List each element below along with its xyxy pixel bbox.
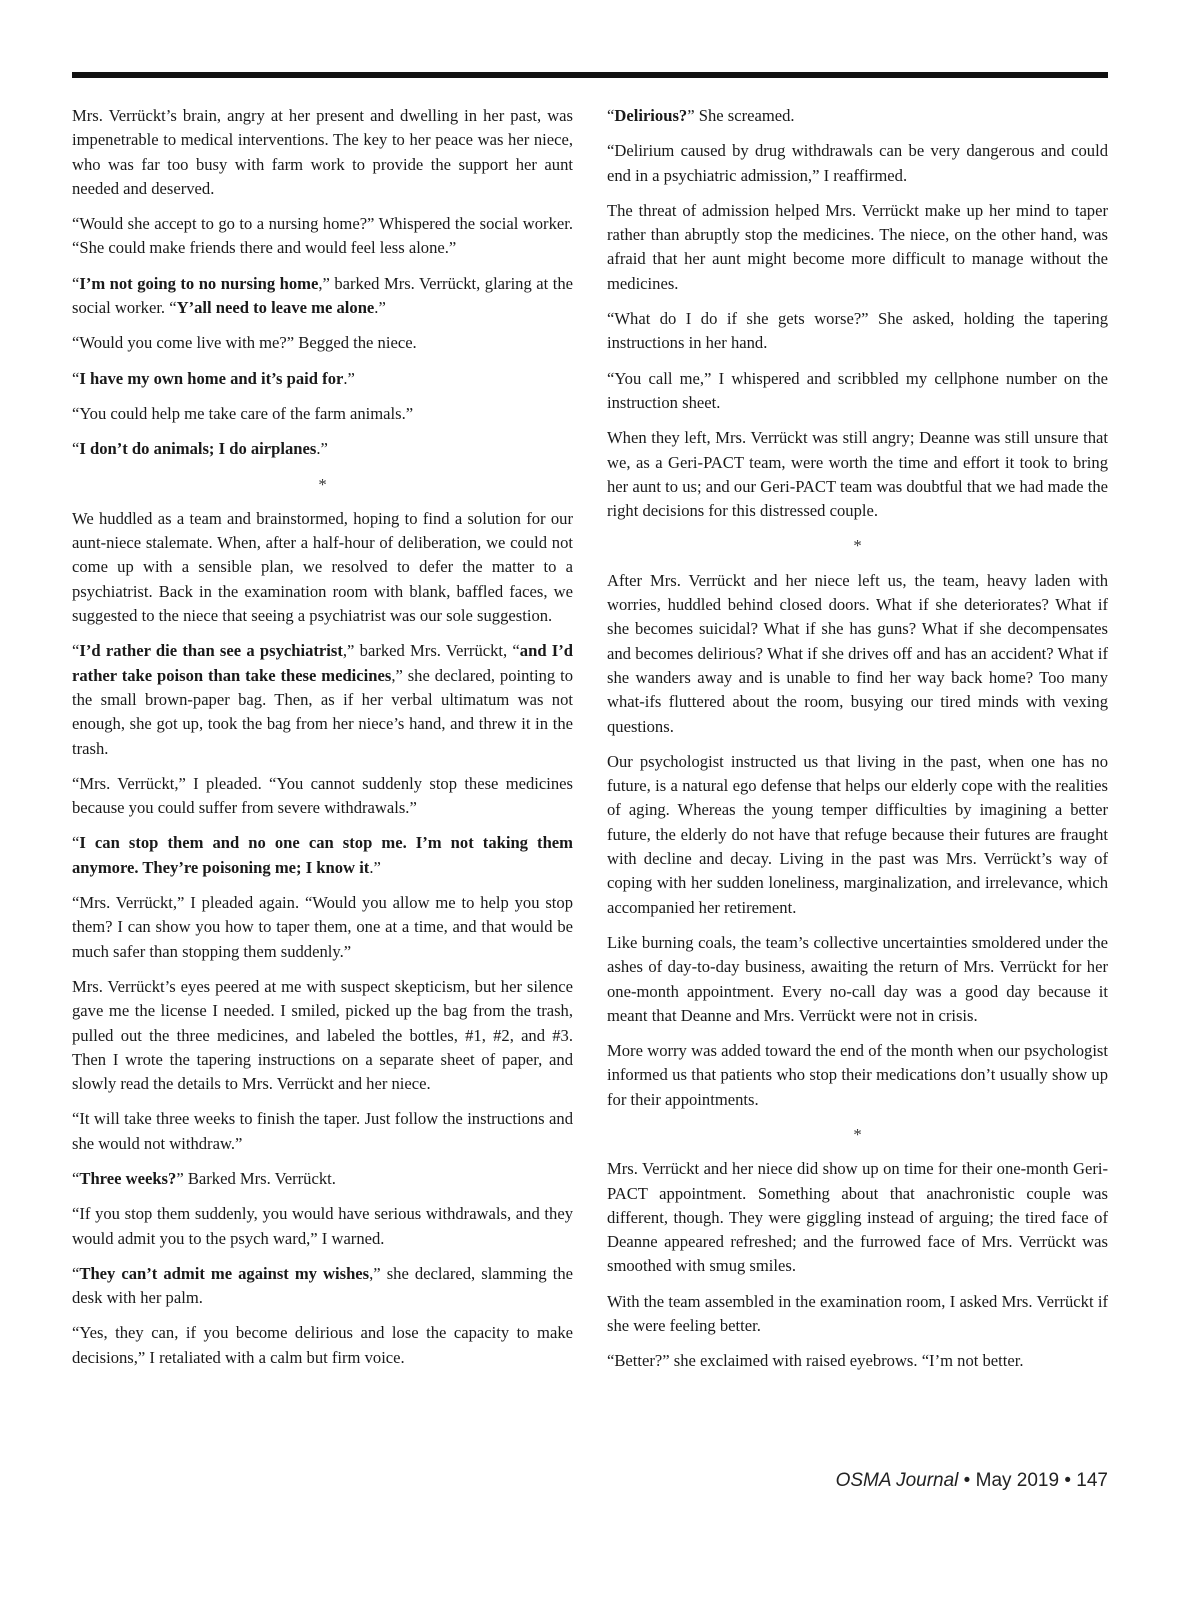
issue-date: May 2019 <box>975 1470 1060 1491</box>
section-break <box>607 1123 1108 1147</box>
paragraph <box>72 507 573 628</box>
paragraph <box>607 1157 1108 1278</box>
text-run: “If you stop them suddenly, you would have serious withdrawals, and they would admit you to the psych ward,” I warned. <box>72 1204 573 1248</box>
paragraph <box>72 402 573 426</box>
text-run: More worry was added toward the end of the month when our psychologist informed us that patients who stop their medications don’t usually show up for their appointments. <box>607 1041 1108 1109</box>
paragraph <box>607 1349 1108 1373</box>
text-run: “ <box>72 1168 80 1188</box>
footer-separator: • <box>958 1470 976 1491</box>
paragraph <box>607 426 1108 523</box>
paragraph <box>607 307 1108 356</box>
text-run: Our psychologist instructed us that living in the past, when one has no future, is a natural ego defense that helps our elderly cope with the realities of aging. Whereas the young temper difficulties by imagining a better future, the elderly do not have that refuge because their futures are fraught with decline and decay. Living in the past was Mrs. Verrückt’s way of coping with her sudden loneliness, marginalization, and irrelevance, which accompanied her retirement. <box>607 751 1108 917</box>
text-run: ,” barked Mrs. Verrückt, “ <box>342 641 520 661</box>
paragraph <box>72 772 573 821</box>
text-run: “Better?” she exclaimed with raised eyebrows. “I’m not better. <box>607 1351 1024 1371</box>
paragraph <box>607 139 1108 188</box>
text-run: * <box>853 536 862 556</box>
left-column <box>72 104 573 1381</box>
text-run: “What do I do if she gets worse?” She asked, holding the tapering instructions in her hand. <box>607 309 1108 353</box>
paragraph <box>607 931 1108 1028</box>
text-run: .” <box>316 439 328 459</box>
text-run: .” <box>343 368 355 388</box>
text-run: “Mrs. Verrückt,” I pleaded. “You cannot suddenly stop these medicines because you could suffer from severe withdrawals.” <box>72 773 573 818</box>
text-run: “ <box>72 833 80 853</box>
paragraph <box>607 367 1108 416</box>
paragraph <box>72 331 573 355</box>
bold-text: Y’all need to leave me alone <box>176 298 375 318</box>
text-run: “Yes, they can, if you become delirious and lose the capacity to make decisions,” I retaliated with a calm but firm voice. <box>72 1323 573 1367</box>
bold-text: and I’d rather take poison than take these medicines <box>72 641 574 685</box>
paragraph <box>607 1290 1108 1339</box>
section-break <box>72 473 573 497</box>
text-run: Mrs. Verrückt’s eyes peered at me with suspect skepticism, but her silence gave me the license I needed. I smiled, picked up the bag from the trash, pulled out the three medicines, and labeled the bottles, #1, #2, and #3. Then I wrote the tapering instructions on a separate sheet of paper, and slowly read the details to Mrs. Verrückt and her niece. <box>72 976 573 1094</box>
bold-text: Three weeks? <box>79 1168 177 1188</box>
bold-text: Delirious? <box>614 106 688 125</box>
section-break <box>607 534 1108 558</box>
paragraph <box>72 104 573 201</box>
text-run: ,” she declared, slamming the desk with her palm. <box>72 1263 573 1308</box>
text-run: The threat of admission helped Mrs. Verrückt make up her mind to taper rather than abruptly stop the medicines. The niece, on the other hand, was afraid that her aunt might become more difficult to manage without the medicines. <box>607 200 1108 293</box>
text-run: Mrs. Verrückt and her niece did show up on time for their one-month Geri-PACT appointment. Something about that anachronistic couple was different, though. They were giggling instead of arguing; the tired face of Deanne appeared refreshed; and the furrowed face of Mrs. Verrückt was smoothed with smug smiles. <box>607 1159 1108 1276</box>
paragraph <box>72 437 573 461</box>
bold-text: I don’t do animals; I do airplanes <box>79 439 317 459</box>
paragraph <box>72 1202 573 1251</box>
text-run: Mrs. Verrückt’s brain, angry at her present and dwelling in her past, was impenetrable to medical interventions. The key to her peace was her niece, who was far too busy with farm work to provide the support her aunt needed and deserved. <box>72 106 573 198</box>
paragraph <box>72 891 573 964</box>
text-run: When they left, Mrs. Verrückt was still angry; Deanne was still unsure that we, as a Geri-PACT team, were worth the time and effort it took to bring her aunt to us; and our Geri-PACT team was doubtful that we had made the right decisions for this distressed couple. <box>607 428 1108 521</box>
text-run: ,” barked Mrs. Verrückt, glaring at the social worker. “ <box>72 273 573 318</box>
bold-text: They can’t admit me against my wishes <box>79 1263 370 1283</box>
footer-separator: • <box>1059 1470 1077 1491</box>
paragraph <box>607 750 1108 920</box>
paragraph <box>72 1321 573 1370</box>
text-run: ” Barked Mrs. Verrückt. <box>176 1168 336 1188</box>
right-column <box>607 104 1108 1385</box>
text-run: We huddled as a team and brainstormed, hoping to find a solution for our aunt-niece stalemate. When, after a half-hour of deliberation, we could not come up with a sensible plan, we resolved to defer the matter to a psychiatrist. Back in the examination room with blank, baffled faces, we suggested to the niece that seeing a psychiatrist was our sole suggestion. <box>72 508 573 626</box>
text-run: “ <box>72 273 80 293</box>
paragraph <box>72 1262 573 1311</box>
bold-text: I’m not going to no nursing home <box>79 273 319 293</box>
text-run: “ <box>72 439 80 459</box>
text-run: ,” she declared, pointing to the small brown-paper bag. Then, as if her verbal ultimatum was not enough, she got up, took the bag from her niece’s hand, and threw it in the trash. <box>72 665 573 758</box>
bold-text: I’d rather die than see a psychiatrist <box>79 641 343 661</box>
bold-text: I can stop them and no one can stop me. I’m not taking them anymore. They’re poisoning me; I know it <box>72 833 573 877</box>
text-run: After Mrs. Verrückt and her niece left us, the team, heavy laden with worries, huddled behind closed doors. What if she deteriorates? What if she becomes suicidal? What if she has guns? What if she decompensates and becomes delirious? What if she drives off and has an accident? What if she wanders away and is unable to find her way back home? Too many what-ifs fluttered about the room, busying our tired minds with vexing questions. <box>607 570 1108 736</box>
text-run: * <box>318 474 327 494</box>
paragraph <box>72 367 573 391</box>
page-number: 147 <box>1076 1470 1108 1491</box>
paragraph <box>72 975 573 1096</box>
paragraph <box>72 272 573 321</box>
text-run: .” <box>374 298 386 318</box>
paragraph <box>72 831 573 880</box>
paragraph <box>72 212 573 261</box>
text-run: “ <box>72 368 80 388</box>
text-run: “ <box>72 641 80 661</box>
text-run: “Would you come live with me?” Begged the niece. <box>72 333 417 353</box>
paragraph <box>607 569 1108 739</box>
text-run: “It will take three weeks to finish the taper. Just follow the instructions and she would not withdraw.” <box>72 1109 573 1153</box>
text-run: “ <box>607 106 615 125</box>
bold-text: I have my own home and it’s paid for <box>79 368 344 388</box>
text-run: “Mrs. Verrückt,” I pleaded again. “Would you allow me to help you stop them? I can show you how to taper them, one at a time, and that would be much safer than stopping them suddenly.” <box>72 893 573 961</box>
paragraph <box>607 1039 1108 1112</box>
paragraph <box>607 104 1108 128</box>
header-rule <box>72 72 1108 78</box>
journal-name: OSMA Journal <box>835 1470 959 1491</box>
text-run: “Would she accept to go to a nursing home?” Whispered the social worker. “She could make friends there and would feel less alone.” <box>72 214 573 258</box>
text-run: .” <box>369 857 381 877</box>
text-run: “ <box>72 1263 80 1283</box>
text-run: * <box>853 1124 862 1144</box>
text-run: With the team assembled in the examination room, I asked Mrs. Verrückt if she were feeling better. <box>607 1291 1108 1336</box>
paragraph <box>72 639 573 760</box>
paragraph <box>72 1107 573 1156</box>
paragraph <box>607 199 1108 296</box>
text-run: “You could help me take care of the farm animals.” <box>72 403 414 423</box>
text-run: Like burning coals, the team’s collective uncertainties smoldered under the ashes of day-to-day business, awaiting the return of Mrs. Verrückt for her one-month appointment. Every no-call day was a good day because it meant that Deanne and Mrs. Verrückt were not in crisis. <box>607 932 1108 1025</box>
page-footer <box>836 1470 1108 1492</box>
text-run: “You call me,” I whispered and scribbled my cellphone number on the instruction sheet. <box>607 368 1108 412</box>
text-run: ” She screamed. <box>687 106 795 125</box>
text-run: “Delirium caused by drug withdrawals can be very dangerous and could end in a psychiatric admission,” I reaffirmed. <box>607 141 1108 185</box>
paragraph <box>72 1167 573 1191</box>
